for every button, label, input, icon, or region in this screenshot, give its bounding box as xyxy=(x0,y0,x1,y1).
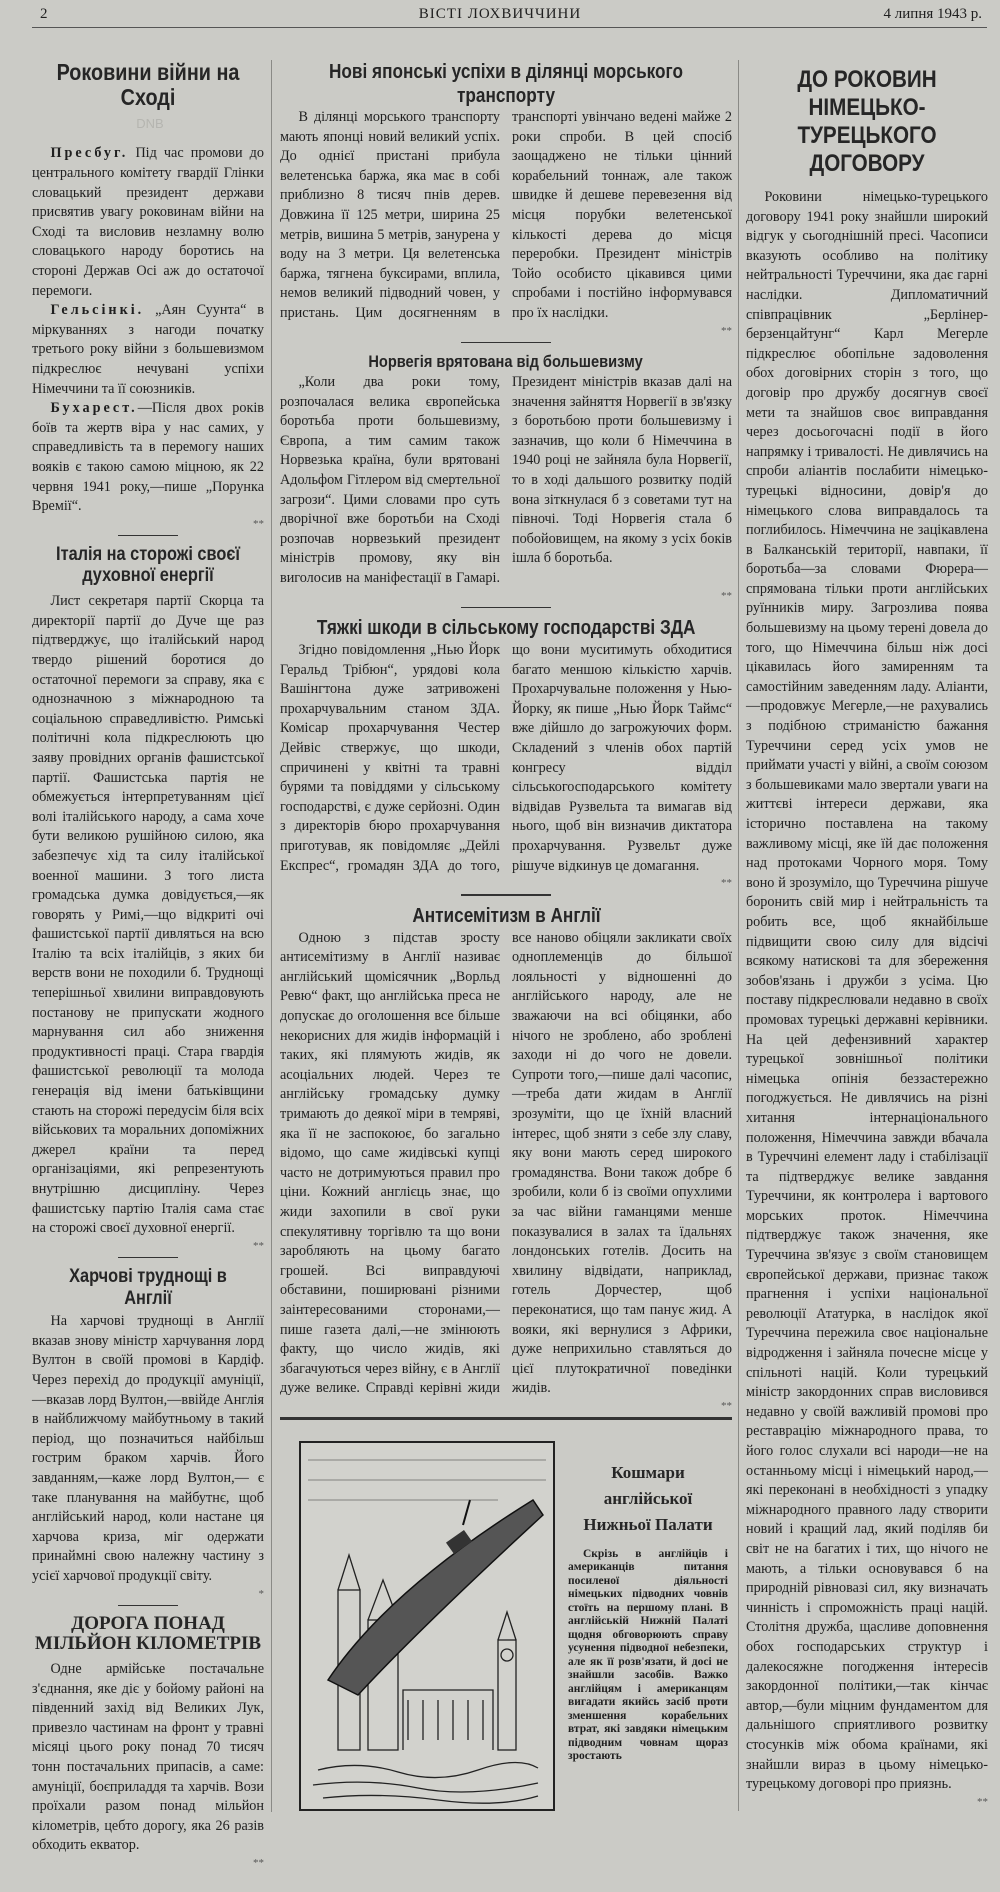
article-body xyxy=(32,144,264,516)
article-usa-agriculture xyxy=(280,616,732,890)
paragraph: Згідно повідомлення „Нью Йорк Геральд Трібюн“, урядові кола Вашінгтона дуже затривожені прохарчувальним станом ЗДА. Комісар прохарчування Честер Дейвіс ствержує, що шкоди, спричинені у квітні та травні бурями та повіддями у сільському господарстві, є дуже серйозні. Один з директорів бюро прохарчування приготував, як повідомляє „Дейлі Експрес“, громадян ЗДА до того, що вони муситимуть обходитися багато меншою кількістю харчів. Прохарчувальне положення у Нью-Йорку, як пише „Нью Йорк Таймс“ вже дійшло до загрожуючих форм. Складений з членів обох партій конгресу відділ сільськогосподарського комітету відвідав Рузвельта та вимагав від нього, щоб він визначив диктатора прохарчування. Рузвельт дуже рішуче відкинув це домагання. xyxy=(280,642,732,874)
cartoon-caption xyxy=(568,1440,728,1764)
article-road-million xyxy=(32,1614,264,1870)
headline-text: Норвегія врятована від большевизму xyxy=(368,352,644,372)
article-headline xyxy=(32,60,264,136)
end-mark: ** xyxy=(253,517,264,530)
article-divider xyxy=(461,894,551,896)
article-body xyxy=(746,188,988,1795)
article-body xyxy=(280,373,732,589)
headline-text: Італія на сторожі своєї духовної енергії xyxy=(56,544,240,587)
paragraph: Скрізь в англійців і американців питання посиленої діяльності німецьких підводних човнів стоїть на першому плані. В англійській Нижній Палаті щодня обговорюють справу усунення підводної небезпеки, але як її розв'язати, й досі не знайшли засобів. Важко англійцям і американцям вигадати якийсь засіб проти зменшення корабельних втрат, які завдяки німецьким підводним човнам щораз зростають xyxy=(568,1547,728,1763)
paragraph: Лист секретаря партії Скорца та директорії партії до Дуче ще раз підтверджує, що італійський народ твердо рішений боротися до остаточної перемоги за справу, яка є однозначною з міжнародною та соціальною справедливістю. Римські політичні кола підкреслюють цю заяву провідних органів фашистської партії. Фашистська партія не обмежується інтерпретуванням цієї волі італійського народу, а сама хоче бути великою рушійною силою, яка забезпечує хід та силу італійської военної машини. З того листа громадська думка довідується,—як говорять у Римі,—що відкриті очі фашистської партії дивляться на всю Італію та всіх італійців, з яких би верств вони не походили б. Труднощі теперішньої хвилини виправдовують постанову не припускати жодного марнування сил або зниження продуктивності праці. Стара гвардія фашистської революції та молода генерація від імени батьківщини стають на сторожі передусім біля всіх військових та моральних допоміжних джерел країни та перед організаціями, які репрезентують внутрішню дисципліну. Через фашистську партію Італія сама стає на сторожі своєї духовної енергії. xyxy=(32,593,264,1237)
end-mark: ** xyxy=(977,1795,988,1808)
article-body xyxy=(32,1660,264,1856)
article-divider xyxy=(461,607,551,609)
article-treaty xyxy=(746,66,988,1809)
page-number: 2 xyxy=(40,6,48,22)
end-mark: ** xyxy=(253,1857,264,1870)
end-mark: ** xyxy=(721,877,732,890)
end-mark: ** xyxy=(721,589,732,602)
article-headline xyxy=(280,60,732,108)
headline-text: Тяжкі шкоди в сільському господарстві ЗДА xyxy=(316,617,696,640)
right-column xyxy=(738,60,988,1811)
headline-text: ДО РОКОВИН НІМЕЦЬКО-ТУРЕЦЬКОГО ДОГОВОРУ xyxy=(797,66,937,177)
left-column xyxy=(32,60,264,1872)
article-italy xyxy=(32,544,264,1253)
dnb-stamp: DNB xyxy=(136,116,164,132)
article-headline xyxy=(32,544,264,586)
section-divider xyxy=(280,1417,732,1420)
middle-column xyxy=(271,60,732,1812)
article-body xyxy=(280,929,732,1399)
article-headline: ДОРОГА ПОНАД МІЛЬЙОН КІЛОМЕТРІВ xyxy=(34,1613,262,1655)
article-england xyxy=(280,904,732,1413)
end-mark: ** xyxy=(253,1239,264,1252)
article-divider xyxy=(118,535,178,537)
headline-text: Антисемітизм в Англії xyxy=(411,904,601,927)
article-headline xyxy=(280,616,732,641)
headline-text: Нові японські успіхи в ділянці морського транспорту xyxy=(329,61,683,107)
paragraph-text: —Після двох років боїв та жертв віра у нас самих, у справедливість та в перемогу наших вояків є такою самою міцною, як 22 червня 1941 року,—пише „Порунка Времії“. xyxy=(32,400,264,515)
article-divider xyxy=(118,1257,178,1259)
paragraph xyxy=(32,144,264,301)
dateline: Бухарест. xyxy=(50,400,138,417)
article-headline xyxy=(280,904,732,929)
caption-body xyxy=(568,1548,728,1764)
headline-text: Харчові труднощі в Англії xyxy=(69,1266,227,1310)
end-mark: ** xyxy=(721,324,732,337)
paragraph: На харчові труднощі в Англії вказав знову міністр харчування лорд Вултон в своїй промові в Кардіф. Через перехід до продукції амуніції,—вказав лорд Вултон,—ввійде Англія в найближчому майбутньому в такий період, що позначиться найбільш гострим браком харчів. Його завданням,—каже лорд Вултон,— є таке планування на майбутнє, щоб англійський народ, коли настане ця харчова криза, міг одержати принаймні свою належну частину з усієї харчової продукції світу. xyxy=(32,1313,264,1585)
paragraph xyxy=(32,399,264,517)
cartoon-illustration xyxy=(298,1440,556,1812)
paragraph: В ділянці морського транспорту мають японці новий великий успіх. До однієї пристані прибула велетенська баржа, яка має в собі приблизно 8 тисяч пнів дерев. Довжина її 125 метри, ширина 25 метрів, вишина 5 метрів, занурена у воду на 3 метри. Ця велетенська баржа, тягнена буксирами, вплила, немов великий підводний човен, у пристань. Цим досягненням в транспорті увінчано ведені майже 2 роки спроби. В цей спосіб заощаджено не тільки цінний корабельний тоннаж, але також швидке й дешеве перевезення від місця порубки велетенської кількості дерева до місця переробки. Президент міністрів Тойо особисто цікавився цими спробами і постійно інформувався про їх наслідки. xyxy=(280,109,732,321)
cartoon-section xyxy=(280,1440,732,1812)
headline-text: Роковини війни на Сході xyxy=(56,59,240,110)
article-headline xyxy=(32,1266,264,1310)
end-mark: ** xyxy=(721,1399,732,1412)
article-headline xyxy=(746,66,988,178)
article-body xyxy=(32,592,264,1239)
article-divider xyxy=(461,342,551,344)
paragraph: Одне армійське постачальне з'єднання, яке діє у бойому районі на південний захід від Великих Лук, привезло частинам на фронт у травні місяці цього року понад 70 тисяч тонн постачальних припасів, а саме: амуніції, боєприладдя та харчів. Вози проїхали разом понад мільйон кілометрів, цебто дорогу, яка 26 разів обходить екватор. xyxy=(32,1661,264,1854)
paragraph xyxy=(32,301,264,399)
paragraph: Одною з підстав зросту антисемітизму в Англії називає англійський щомісячник „Ворльд Ревю“ факт, що англійська преса не допускає до оголошення все більше некорисних для жидів інформацій і таких, які плямують жидів, як асоціальних людей. Через те англійську громадську думку тримають до деякої міри в темряві, яка її не заспокоює, бо загально відомо, що саме жидівські купці часто не дотримуються правил про ціни. Кожний англієць знає, що жиди захопили в свої руки спекулятивну торгівлю та що вони заробляють на цьому багато грошей. Всі виправдуючі обставини, поширювані різними заінтересованими сторонами,—пише газета далі,—не змінюють факту, що число жидів, які збагачуються через війну, є в Англії дуже велике. Справді керівні жиди все наново обіцяли закликати своїх одноплеменців до більшої лояльності у відношенні до англійського народу, але не зважаючи на всі обіцянки, або нічого не зроблено, або зроблені заходи ні до чого не довели. Супроти того,—пише далі часопис,—треба дати жидам в Англії зрозуміти, що це їхній власний інтерес, щоб зняти з себе злу славу, яку вони мають серед широкого громадянства. Вони також добре б зробили, коли б із своїми опухлими за час війни гаманцями менше показувалися в залах та їдальнях лондонських готелів. Досить на хвилину відвідати, наприклад, готель Дорчестер, щоб переконатися, що там панує жид. А вояки, які вернулися з Африки, дуже неприхильно ставляться до цієї плутократичної поведінки жидів. xyxy=(280,929,732,1397)
article-japan xyxy=(280,60,732,338)
article-food-england xyxy=(32,1266,264,1600)
article-headline xyxy=(280,351,732,373)
paragraph: Роковини німецько-турецького договору 1941 року знайшли широкий відгук у сьогоднішній пресі. Часописи вказують особливо на політику нейтральності Туреччини, яка дає гарні наслідки. Дипломатичний співпрацівник „Берлінер-берзенцайтунг“ Карл Мегерле підкреслює обопільне задоволення обох договірних сторін з того, що договір про дружбу досягнув своєї мети та знайшов своє виправдання через досьогочасні події в його напрямку і тривалості. Не дивлячись на спроби аліантів послабити німецько-турецькі відносини, довір'я до німецького слова виправдалось та поглибилось. Німеччина не зацікавлена в Балканській території, навпаки, її боротьба—за словами Фюрера—спрямована тільки проти англійських руїнників миру. Загрозлива поява большевизму на цьому терені довела до того, що Німеччина більш ніж досі цікавилась його замиренням та самостійним заведенням ладу. Аліанти,—продовжує Мегерле,—не рахувались з подібною стриманістю бажання Туреччини серед усіх умов не приймати участі у війні, а своїм союзом з большевиками мало звертали уваги на життєві інтереси держави, яка історично поставлена на такому важливому місці, яке їй дає положення над протоками Чорного моря. Тому воно й зрозуміло, що Туреччина рішуче боронить свій мир і нейтральність та робить все, щоб якнайбільше підвищити свою силу для відсічі всякому натискові та для збереження зобов'язань і дружби з усіма. Цю поставу підкреслювали недавно в своїх промовах турецькі державні керівники. На цей дефензивний характер турецької зовнішньої політики німецька опінія беззастережно погоджується. Не дивлячись на різні хитання інтернаціонального положення, Німеччина завжди вбачала в Туреччині елемент ладу і стабілізації та підтверджує велике завдання Туреччини, як контролера і вартового морських проток. Німеччина підтверджує також значення, яке Туреччина зв'язує з своїм становищем європейської держави, признає також прагнення і успіхи національної революції Ататурка, в наслідок якої Туреччина пережила своє національне відродження і зайняла почесне місце у спільноті націй. Коли турецький міністр закордонних справ висловився недавно у своїй важливій промові про реставрацію міжнародного права, то його голос слухали всі народи—не на останньому місці і німецький народ,—які переконані в необхідності з упадку міжнародного правного ладу створити новий і кращий лад, який поділяв би світ не на багатих і тих, що нічого не мають, а тільки основувався б на природній рівновазі сил, яку визначать чинність і спроможність праці націй. Столітня дружба, щасливе доповнення обох господарських структур і далекосяжне погодження інтересів закордонної політики,—так кінчає автор,—були міцним фундаментом для дальнішого сприятливого розвитку стосунків між обома країнами, які знайшли вираз в цьому німецько-турецькому договорі про приязнь. xyxy=(746,189,988,1793)
article-body xyxy=(32,1312,264,1586)
article-norway xyxy=(280,351,732,603)
caption-title: Кошмари англійської Нижньої Палати xyxy=(583,1462,713,1534)
article-divider xyxy=(118,1605,178,1607)
article-anniversary-east xyxy=(32,60,264,531)
article-body xyxy=(280,641,732,876)
newspaper-title: ВІСТІ ЛОХВИЧЧИНИ xyxy=(418,6,582,22)
issue-date: 4 липня 1943 р. xyxy=(883,6,982,22)
paragraph-text: „Аян Суунта“ в міркуваннях з нагоди початку третього року війни з большевизмом підкреслює нечувані успіхи Німеччини та її союзників. xyxy=(32,302,264,397)
header-divider xyxy=(32,27,987,28)
paragraph-text: Під час промови до центрального комітету гвардії Глінки словацький президент держави присвятив увагу роковинам війни на Сході та висловив незламну волю словацького народу боротись на стороні Держав Осі аж до остаточої перемоги. xyxy=(32,145,264,299)
paragraph: „Коли два роки тому, розпочалася велика європейська боротьба проти большевизму, Європа, а тим самим також Норвезька країна, були врятовані Адольфом Гітлером від смертельної загрози“. Цими словами про суть дворічної вже боротьби на Сході розпочав норвезький президент міністрів промову, яку він виголосив на маніфестації в Гамарі. Президент міністрів вказав далі на значення зайняття Норвегії в зв'язку з боротьбою проти большевизму і зазначив, що коли б Німеччина в 1940 році не зайняла була Норвегії, то в ході дальшого розвитку подій вона зіткнулася б з советами тут на півночі. Тоді Норвегія стала б побойовищем, на якому з усіх боків ішла б боротьба. xyxy=(280,374,732,586)
article-body xyxy=(280,108,732,324)
dateline: Пресбуг. xyxy=(50,145,129,162)
dateline: Гельсінкі. xyxy=(50,302,145,319)
end-mark: * xyxy=(258,1587,264,1600)
